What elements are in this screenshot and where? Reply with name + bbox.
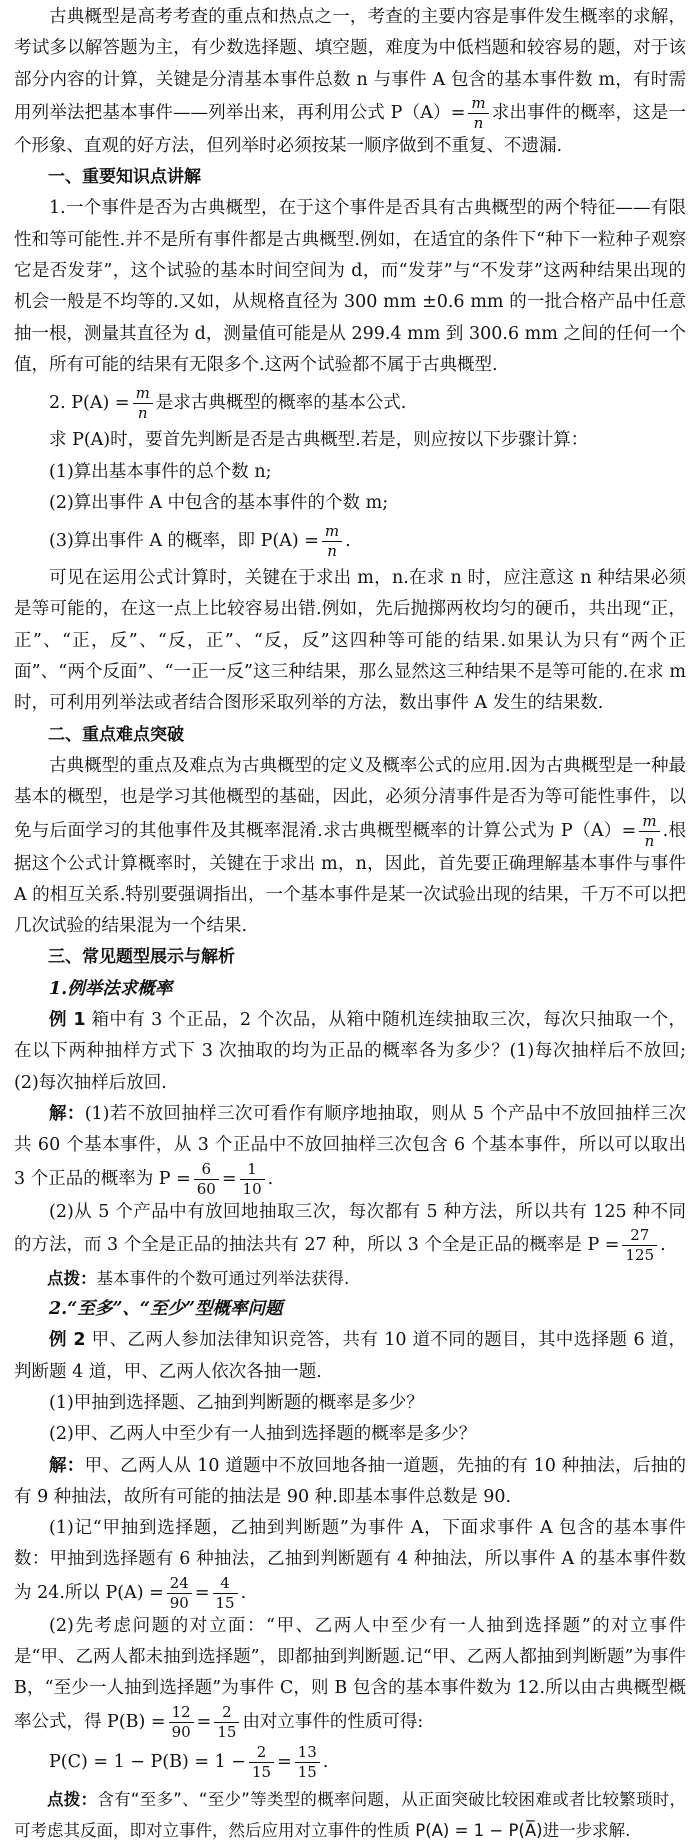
- section2-text-2: .根据这个公式计算概率时，关键在于求出 m，n，因此，首先要正确理解基本事件与事件 A 的相互关系.特别要强调指出，一个基本事件是某一次试验出现的结果，千万不可以把几次试验的结果混为一个结果.: [14, 820, 686, 937]
- fraction-6-60: [194, 1159, 219, 1198]
- fraction-denominator: n: [644, 831, 655, 850]
- section1-para4: 可见在运用公式计算时，关键在于求出 m，n.在求 n 时，应注意这 n 种结果必须是等可能的，在这一点上比较容易出错.例如，先后抛掷两枚均匀的硬币，共出现“正，正”、“正，反”、“反，正”、“反，反”这四种等可能的结果.如果认为只有“两个正面”、“两个反面”、“一正一反”这三种结果，那么显然这三种结果不是等可能的.在求 m 时，可利用列举法或者结合图形采取列举的方法，数出事件 A 发生的结果数.: [14, 568, 686, 714]
- subheading-2: 2.“至多”、“至少”型概率问题: [49, 1299, 283, 1320]
- formula-intro-tail: 是求古典概型的概率的基本公式.: [155, 393, 407, 414]
- fraction-27-125: [622, 1225, 657, 1264]
- equals-sign: =: [196, 1711, 212, 1732]
- example-1: [14, 1005, 686, 1099]
- tip-2-text: 含有“至多”、“至少”等类型的概率问题，从正面突破比较困难或者比较繁琐时，可考虑其反面，即对立事件，然后应用对立事件的性质 P(A) = 1 − P(A̅)进一步求解.: [14, 1789, 687, 1840]
- tip-2: [14, 1784, 686, 1846]
- tip-1-text: 基本事件的个数可通过列举法获得.: [96, 1268, 350, 1288]
- tip-2-label: 点拨：: [47, 1789, 98, 1809]
- fraction-m-over-n: [322, 524, 342, 559]
- solution-2c: [14, 1740, 686, 1784]
- fraction-denominator: 90: [169, 1593, 189, 1612]
- solution-2a-end: .: [240, 1582, 247, 1603]
- step-2: (2)算出事件 A 中包含的基本事件的个数 m;: [49, 492, 389, 513]
- section-heading-3: 三、常见题型展示与解析: [48, 947, 235, 968]
- fraction-denominator: 125: [625, 1245, 655, 1264]
- fraction-2-15: [214, 1702, 239, 1741]
- section-heading-1: 一、重要知识点讲解: [48, 167, 201, 188]
- solution-1b-end: .: [660, 1234, 666, 1255]
- fraction-numerator: 13: [295, 1745, 320, 1763]
- solution-1b: [14, 1197, 686, 1263]
- fraction-denominator: 90: [171, 1722, 191, 1741]
- fraction-denominator: 15: [251, 1762, 272, 1781]
- fraction-denominator: 15: [217, 1722, 237, 1741]
- fraction-denominator: 15: [215, 1593, 235, 1612]
- fraction-1-10: [240, 1159, 265, 1198]
- solution-2-text: 甲、乙两人从 10 道题中不放回地各抽一道题，先抽的有 10 种抽法，后抽的有 9 种抽法，故所有可能的抽法是 90 种.即基本事件总数是 90.: [14, 1455, 686, 1507]
- fraction-numerator: 24: [167, 1576, 192, 1594]
- section1-para2: [14, 381, 686, 425]
- section2-text-1: 古典概型的重点及难点为古典概型的定义及概率公式的应用.因为古典概型是一种最基本的概型，也是学习其他概型的基础，因此，必须分清事件是否为等可能性事件，以免与后面学习的其他事件及其概率混淆.求古典概型概率的计算公式为 P（A）=: [14, 755, 686, 841]
- example-2: [14, 1325, 686, 1388]
- fraction-4-15: [213, 1573, 238, 1612]
- equals-sign: =: [221, 1168, 237, 1189]
- fraction-numerator: m: [133, 386, 153, 404]
- section2-para: [14, 751, 686, 942]
- fraction-24-90: [167, 1573, 192, 1612]
- fraction-12-90: [169, 1702, 194, 1741]
- step-1: (1)算出基本事件的总个数 n;: [49, 461, 272, 482]
- fraction-numerator: 27: [622, 1228, 657, 1246]
- tip-1-label: 点拨：: [47, 1268, 97, 1288]
- step-3: [14, 519, 686, 563]
- intro-text-1: 古典概型是高考考查的重点和热点之一，考查的主要内容是事件发生概率的求解，考试多以解答题为主，有少数选择题、填空题，难度为中低档题和较容易的题，对于该部分内容的计算，关键是分清基本事件总数 n 与事件 A 包含的基本事件数 m，有时需用列举法把基本事件——列举出来，再利用公式 P（A）=: [14, 7, 686, 123]
- solution-1: [14, 1099, 686, 1197]
- solution-2c-end: .: [322, 1751, 329, 1772]
- solution-2a: [14, 1513, 686, 1611]
- fraction-numerator: 1: [240, 1162, 265, 1180]
- fraction-numerator: 2: [249, 1745, 274, 1763]
- equals-sign: =: [194, 1582, 210, 1603]
- section1-para1: 1.一个事件是否为古典概型，在于这个事件是否具有古典概型的两个特征——有限性和等可能性.并不是所有事件都是古典概型.例如，在适宜的条件下“种下一粒种子观察它是否发芽”，这个试验的基本时间空间为 d，而“发芽”与“不发芽”这两种结果出现的机会一般是不均等的.又如，从规格直径为 300 mm ±0.6 mm 的一批合格产品中任意抽一根，测量其直径为 d，测量值可能是从 299.4 mm 到 300.6 mm 之间的任何一个值，所有可能的结果有无限多个.这两个试验都不属于古典概型.: [14, 198, 686, 375]
- step-3-text: (3)算出事件 A 的概率，即 P(A) =: [49, 531, 319, 552]
- section1-para3: 求 P(A)时，要首先判断是否是古典概型.若是，则应按以下步骤计算：: [49, 430, 589, 451]
- fraction-numerator: 2: [214, 1705, 239, 1723]
- solution-2b-end: 由对立事件的性质可得:: [242, 1711, 424, 1732]
- example-2-text: 甲、乙两人参加法律知识竞答，共有 10 道不同的题目，其中选择题 6 道，判断题 4 道，甲、乙两人依次各抽一题.: [14, 1330, 686, 1382]
- fraction-13-15: [295, 1742, 320, 1781]
- step-3-end: .: [345, 531, 351, 552]
- example-2-question-1: (1)甲抽到选择题、乙抽到判断题的概率是多少？: [49, 1392, 424, 1413]
- fraction-numerator: 12: [169, 1705, 194, 1723]
- solution-2c-text: P(C) = 1 − P(B) = 1 −: [49, 1751, 246, 1772]
- fraction-denominator: 15: [297, 1762, 317, 1781]
- solution-1-end: .: [267, 1168, 274, 1189]
- tip-1: [14, 1263, 686, 1294]
- fraction-numerator: m: [322, 524, 342, 542]
- section-heading-2: 二、重点难点突破: [48, 724, 184, 745]
- intro-paragraph: [14, 2, 686, 162]
- fraction-denominator: 60: [196, 1179, 216, 1198]
- fraction-denominator: n: [473, 113, 484, 132]
- equals-sign: =: [277, 1751, 292, 1772]
- formula-intro-text: 2. P(A) =: [49, 393, 130, 414]
- fraction-denominator: 10: [242, 1179, 262, 1198]
- solution-2: [14, 1451, 686, 1514]
- example-2-question-2: (2)甲、乙两人中至少有一人抽到选择题的概率是多少？: [49, 1424, 477, 1445]
- solution-1-label: 解：: [49, 1103, 85, 1124]
- fraction-denominator: n: [327, 542, 337, 561]
- fraction-2-15: [249, 1742, 274, 1781]
- fraction-denominator: n: [137, 404, 148, 423]
- solution-1-text: (1)若不放回抽样三次可看作有顺序地抽取，则从 5 个产品中不放回抽样三次共 60 个基本事件，从 3 个正品中不放回抽样三次包含 6 个基本事件，所以可以取出 3 个正品的概率为 P =: [14, 1103, 687, 1189]
- fraction-numerator: 6: [194, 1162, 219, 1180]
- example-2-label: 例 2: [49, 1330, 86, 1351]
- intro-text-2: 求出事件的概率，这是一个形象、直观的好方法，但列举时必须按某一顺序做到不重复、不遗漏.: [14, 102, 686, 156]
- solution-2b: [14, 1611, 686, 1740]
- subheading-1: 1.例举法求概率: [49, 978, 173, 999]
- example-1-label: 例 1: [49, 1010, 86, 1031]
- fraction-numerator: m: [468, 96, 488, 114]
- fraction-m-over-n: [639, 811, 659, 850]
- solution-1b-text: (2)从 5 个产品中有放回地抽取三次，每次都有 5 种方法，所以共有 125 种不同的方法，而 3 个全是正品的抽法共有 27 种，所以 3 个全是正品的概率是 P =: [14, 1201, 686, 1255]
- solution-2-label: 解：: [49, 1455, 85, 1476]
- fraction-m-over-n: [133, 386, 153, 421]
- example-1-text: 箱中有 3 个正品，2 个次品，从箱中随机连续抽取三次，每次只抽取一个，在以下两种抽样方式下 3 次抽取的均为正品的概率各为多少？(1)每次抽样后不放回;(2)每次抽样后放回.: [14, 1010, 686, 1093]
- solution-2b-text: (2)先考虑问题的对立面：“甲、乙两人中至少有一人抽到选择题”的对立事件是“甲、乙两人都未抽到选择题”，即都抽到判断题.记“甲、乙两人都抽到判断题”为事件 B，“至少一人抽到选择题”为事件 C，则 B 包含的基本事件数为 12.所以由古典概型概率公式，得 P(B) =: [14, 1615, 686, 1732]
- fraction-m-over-n: [468, 93, 488, 132]
- fraction-numerator: m: [639, 814, 659, 832]
- fraction-numerator: 4: [213, 1576, 238, 1594]
- solution-2a-text: (1)记“甲抽到选择题，乙抽到判断题”为事件 A，下面求事件 A 包含的基本事件数：甲抽到选择题有 6 种抽法，乙抽到判断题有 4 种抽法，所以事件 A 的基本事件数为 24.所以 P(A) =: [14, 1518, 686, 1603]
